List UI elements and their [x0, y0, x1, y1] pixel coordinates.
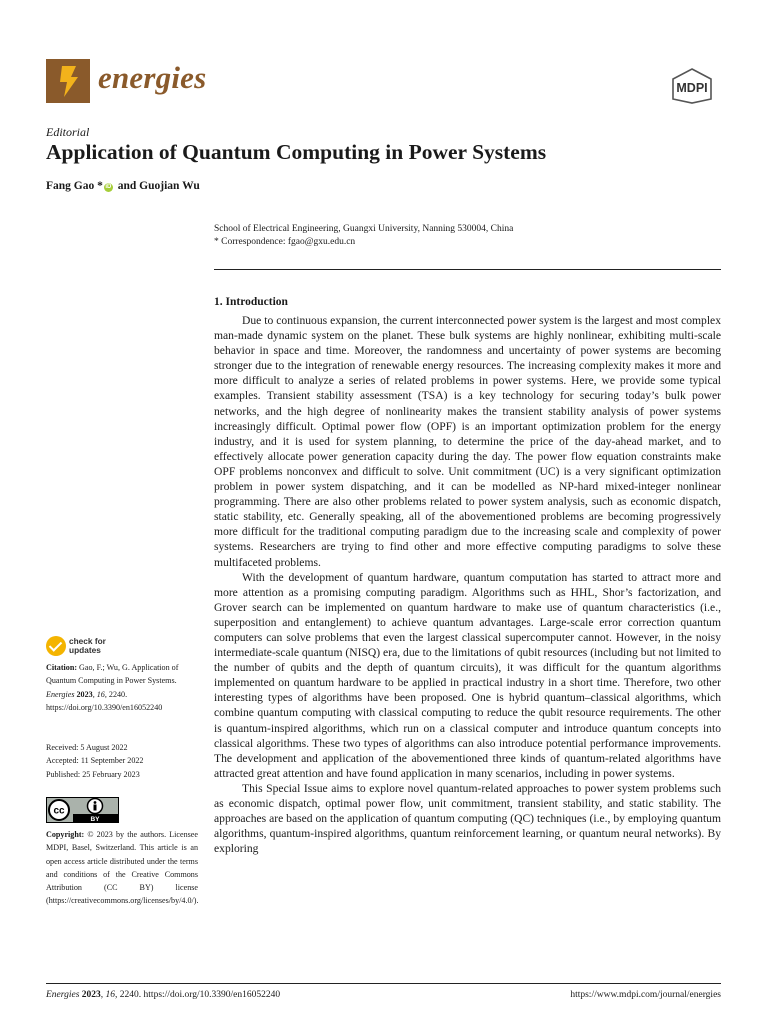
correspondence-text: * Correspondence: fgao@gxu.edu.cn — [214, 237, 356, 247]
paragraph: This Special Issue aims to explore novel quantum-related approaches to power system problems such as economic dispatch, optimal power flow, unit commitment, transient stability, and static stability. The approaches are based on the application of quantum computing (QC) techniques (i.e., by employing quantum algorithms, quantum-inspired algorithms, quantum reinforcement learning, or quantum neural networks). By exploring — [214, 781, 721, 856]
checkmark-icon — [46, 636, 66, 656]
by-label: BY — [90, 816, 100, 823]
article-title: Application of Quantum Computing in Power Systems — [46, 140, 547, 164]
journal-name: energies — [98, 60, 207, 95]
paragraph: Due to continuous expansion, the current interconnected power system is the largest and most complex man-made dynamic system on the planet. These bulk systems are highly nonlinear, exhibiting multi-scale behavior in space and time. Moreover, the randomness and uncertainty of power systems are becoming stronger due to the integration of renewable energy resources. The increasing complexity makes it more and more difficult to analyze a series of related problems in power systems. Here, we provide some typical examples. Transient stability assessment (TSA) is a key technology for securing today’s bulk power networks, and the high degree of nonlinearity makes the transient stability analysis of power systems increasingly difficult. Optimal power flow (OPF) is an important optimization problem for the energy industry, and it is used for system planning, to determine the price of the day-ahead market, and to effectively allocate power generation capacity during the day. The power flow equation constraints make OPF problems nonconvex and difficult to solve. Unit commitment (UC) is a very significant optimization problem in power system dispatching, and it can be modelled as NP-hard mixed-integer nonlinear programming. There are also other problems related to power system analysis, such as economic dispatch, static stability, etc. Generally speaking, all of the abovementioned problems are becoming progressively more difficult for the traditional computing paradigm due to the increasing scale and complexity of power systems. Researchers are trying to find other and more effective computing paradigms to solve these multifaceted problems. — [214, 314, 721, 569]
author-guojian-wu[interactable]: and Guojian Wu — [117, 180, 200, 192]
received-date: Received: 5 August 2022 — [46, 743, 128, 752]
publisher-name: MDPI — [676, 81, 708, 95]
journal-logo-icon — [46, 59, 90, 103]
dates-block — [46, 741, 198, 781]
cc-by-license-icon[interactable] — [46, 797, 119, 823]
check-updates-label: check for updates — [69, 636, 106, 655]
affiliation-text: School of Electrical Engineering, Guangxi University, Nanning 530004, China — [214, 224, 514, 234]
accepted-date: Accepted: 11 September 2022 — [46, 756, 144, 766]
author-fang-gao[interactable]: Fang Gao * — [46, 180, 103, 192]
body-text — [214, 313, 721, 856]
footer-citation: Energies 2023, 16, 2240. https://doi.org/10.3390/en16052240 — [46, 990, 281, 1000]
copyright-block: Copyright: © 2023 by the authors. Licensee MDPI, Basel, Switzerland. This article is an open access article distributed under the terms and conditions of the Creative Commons Attribution (CC BY) license (https://creativecommons.org/licenses/by/4.0/). — [46, 830, 199, 906]
article-type: Editorial — [46, 125, 90, 139]
footer-divider — [46, 983, 721, 984]
header-divider — [214, 269, 721, 270]
section-heading: 1. Introduction — [214, 296, 288, 308]
citation-doi-link[interactable]: , 2240. https://doi.org/10.3390/en16052240 — [46, 689, 163, 713]
journal-url-link[interactable]: https://www.mdpi.com/journal/energies — [570, 990, 721, 1000]
footer-doi-link[interactable]: , 2240. https://doi.org/10.3390/en16052240 — [115, 990, 281, 1000]
paragraph: With the development of quantum hardware, quantum computation has started to attract more and more attention as a promising computing paradigm. Algorithms such as HHL, Shor’s factorization, and Grover search can be implemented on quantum hardware to make use of quantum characteristics (i.e., superposition and entanglement) to achieve quantum advantages. Large-scale error correction quantum computers can solve problems that even the largest classical supercomputer cannot. However, in the noisy intermediate-scale quantum (NISQ) era, due to the limitations of qubit resources (including but not limited to the number of qubits and the depth of quantum circuits), it was difficult for the quantum algorithms implemented on quantum hardware to be applied in practical industry in a short time. Therefore, two other interesting types of algorithms have been proposed. One is hybrid quantum–classical algorithms, which combine quantum computing with classical computing to reduce the qubit resource requirements. The other is quantum-inspired algorithms, which run on a classical computer and introduce quantum concepts into classical algorithms. These two types of algorithms can also introduce potential performance improvements. The development and application of the abovementioned three kinds of quantum-related algorithms have attracted great attention and have found application in many scenarios, including in power systems. — [214, 570, 721, 780]
citation-block: Citation: Gao, F.; Wu, G. Application of Quantum Computing in Power Systems. Energies 2023, 16, 2240. https://doi.org/10.3390/en16052240 — [46, 663, 179, 713]
check-for-updates-button[interactable] — [46, 636, 146, 658]
orcid-icon[interactable]: iD — [105, 184, 112, 190]
published-date: Published: 25 February 2023 — [46, 769, 140, 779]
mdpi-logo-icon — [664, 68, 720, 104]
cc-label: cc — [53, 805, 65, 817]
affiliation-block — [214, 223, 513, 249]
author-list — [46, 180, 200, 192]
